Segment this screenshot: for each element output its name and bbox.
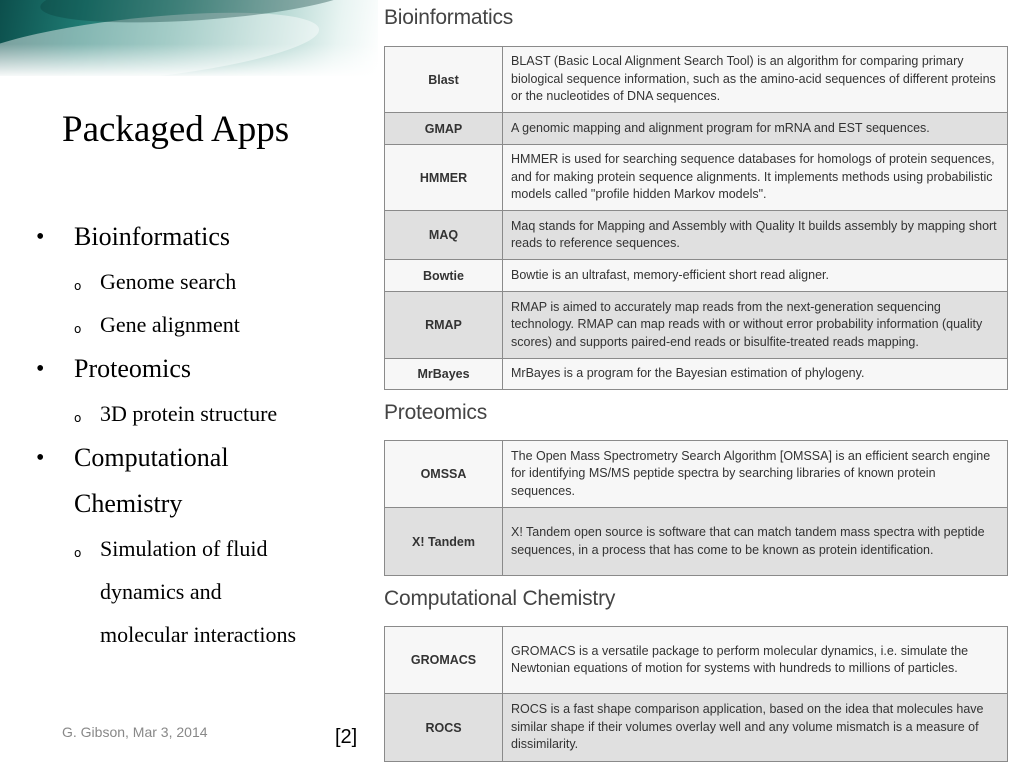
app-name: X! Tandem xyxy=(385,508,503,575)
app-name: MrBayes xyxy=(385,359,503,389)
sub-bullet-simulation-cont xyxy=(36,570,366,613)
bullet-computational-chemistry xyxy=(36,435,366,481)
table-row xyxy=(385,627,1007,694)
sub-bullet-simulation xyxy=(36,527,366,570)
table-row xyxy=(385,145,1007,211)
app-description: MrBayes is a program for the Bayesian estimation of phylogeny. xyxy=(511,366,865,381)
app-name: OMSSA xyxy=(385,441,503,507)
table-row xyxy=(385,113,1007,145)
app-name: ROCS xyxy=(385,694,503,761)
bullet-label: Proteomics xyxy=(74,354,191,383)
bullet-label: Computational xyxy=(74,443,229,472)
app-name: GROMACS xyxy=(385,627,503,693)
bullet-list xyxy=(36,214,366,656)
table-row xyxy=(385,694,1007,761)
app-description: X! Tandem open source is software that can match tandem mass spectra with peptide sequences, in a process that has come to be known as protein identification. xyxy=(511,525,985,557)
app-description: RMAP is aimed to accurately map reads from the next-generation sequencing technology. RMAP can map reads with or without error probability information (quality scores) and supports paired-end reads or bisulfite-treated reads mapping. xyxy=(511,299,983,349)
sub-bullet-ring-icon: o xyxy=(74,411,82,425)
sub-bullet-ring-icon: o xyxy=(74,322,82,336)
section-heading-computational-chemistry: Computational Chemistry xyxy=(384,587,616,610)
sub-bullet-genome-search xyxy=(36,260,366,303)
app-name: Bowtie xyxy=(385,260,503,291)
app-description: BLAST (Basic Local Alignment Search Tool) is an algorithm for comparing primary biological sequence information, such as the amino-acid sequences of different proteins or the nucleotides of DNA sequences. xyxy=(511,54,996,104)
table-row xyxy=(385,292,1007,359)
sub-bullet-label: dynamics and xyxy=(100,579,222,604)
table-row xyxy=(385,508,1007,575)
apps-table-panel xyxy=(378,0,1024,768)
section-heading-bioinformatics: Bioinformatics xyxy=(384,6,514,29)
sub-bullet-label: Genome search xyxy=(100,269,237,294)
sub-bullet-ring-icon: o xyxy=(74,279,82,293)
app-name: MAQ xyxy=(385,211,503,259)
app-description: GROMACS is a versatile package to perform molecular dynamics, i.e. simulate the Newtonian equations of motion for systems with hundreds to millions of particles. xyxy=(511,643,969,675)
bullet-proteomics xyxy=(36,346,366,392)
sub-bullet-gene-alignment xyxy=(36,303,366,346)
footer-reference: [2] xyxy=(335,726,358,748)
app-description: The Open Mass Spectrometry Search Algorithm [OMSSA] is an efficient search engine for identifying MS/MS peptide spectra by searching libraries of known protein sequences. xyxy=(511,448,991,498)
sub-bullet-label: Simulation of fluid xyxy=(100,536,268,561)
app-description: ROCS is a fast shape comparison application, based on the idea that molecules have similar shape if their volumes overlay well and any volume mismatch is a measure of dissimilarity. xyxy=(511,702,984,752)
sub-bullet-label: 3D protein structure xyxy=(100,401,278,426)
table-row xyxy=(385,260,1007,292)
sub-bullet-3d-protein-structure xyxy=(36,392,366,435)
app-description: Bowtie is an ultrafast, memory-efficient short read aligner. xyxy=(511,267,829,282)
app-description: A genomic mapping and alignment program for mRNA and EST sequences. xyxy=(511,120,930,135)
app-name: GMAP xyxy=(385,113,503,144)
bullet-dot-icon: • xyxy=(36,356,45,382)
app-name: HMMER xyxy=(385,145,503,210)
app-description: Maq stands for Mapping and Assembly with Quality It builds assembly by mapping short reads to reference sequences. xyxy=(511,218,997,250)
section-heading-proteomics: Proteomics xyxy=(384,401,488,424)
sub-bullet-ring-icon: o xyxy=(74,546,82,560)
sub-bullet-simulation-cont xyxy=(36,613,366,656)
sub-bullet-label: Gene alignment xyxy=(100,312,240,337)
bullet-dot-icon: • xyxy=(36,445,45,471)
table-row xyxy=(385,47,1007,113)
footer-author: G. Gibson, Mar 3, 2014 xyxy=(62,724,208,740)
app-name: Blast xyxy=(385,47,503,112)
bullet-label: Chemistry xyxy=(74,489,183,518)
table-row xyxy=(385,441,1007,508)
table-row xyxy=(385,359,1007,389)
bullet-dot-icon: • xyxy=(36,224,45,250)
slide-title: Packaged Apps xyxy=(62,109,290,150)
table-computational-chemistry xyxy=(384,626,1008,762)
bullet-label: Bioinformatics xyxy=(74,222,230,251)
bullet-computational-chemistry-cont xyxy=(36,481,366,527)
table-row xyxy=(385,211,1007,260)
table-proteomics xyxy=(384,440,1008,576)
table-bioinformatics xyxy=(384,46,1008,390)
app-description: HMMER is used for searching sequence databases for homologs of protein sequences, and for making protein sequence alignments. It implements methods using probabilistic models called "profile hidden Markov models". xyxy=(511,152,995,202)
header-banner-graphic xyxy=(0,0,378,76)
sub-bullet-label: molecular interactions xyxy=(100,622,297,647)
app-name: RMAP xyxy=(385,292,503,358)
bullet-bioinformatics xyxy=(36,214,366,260)
